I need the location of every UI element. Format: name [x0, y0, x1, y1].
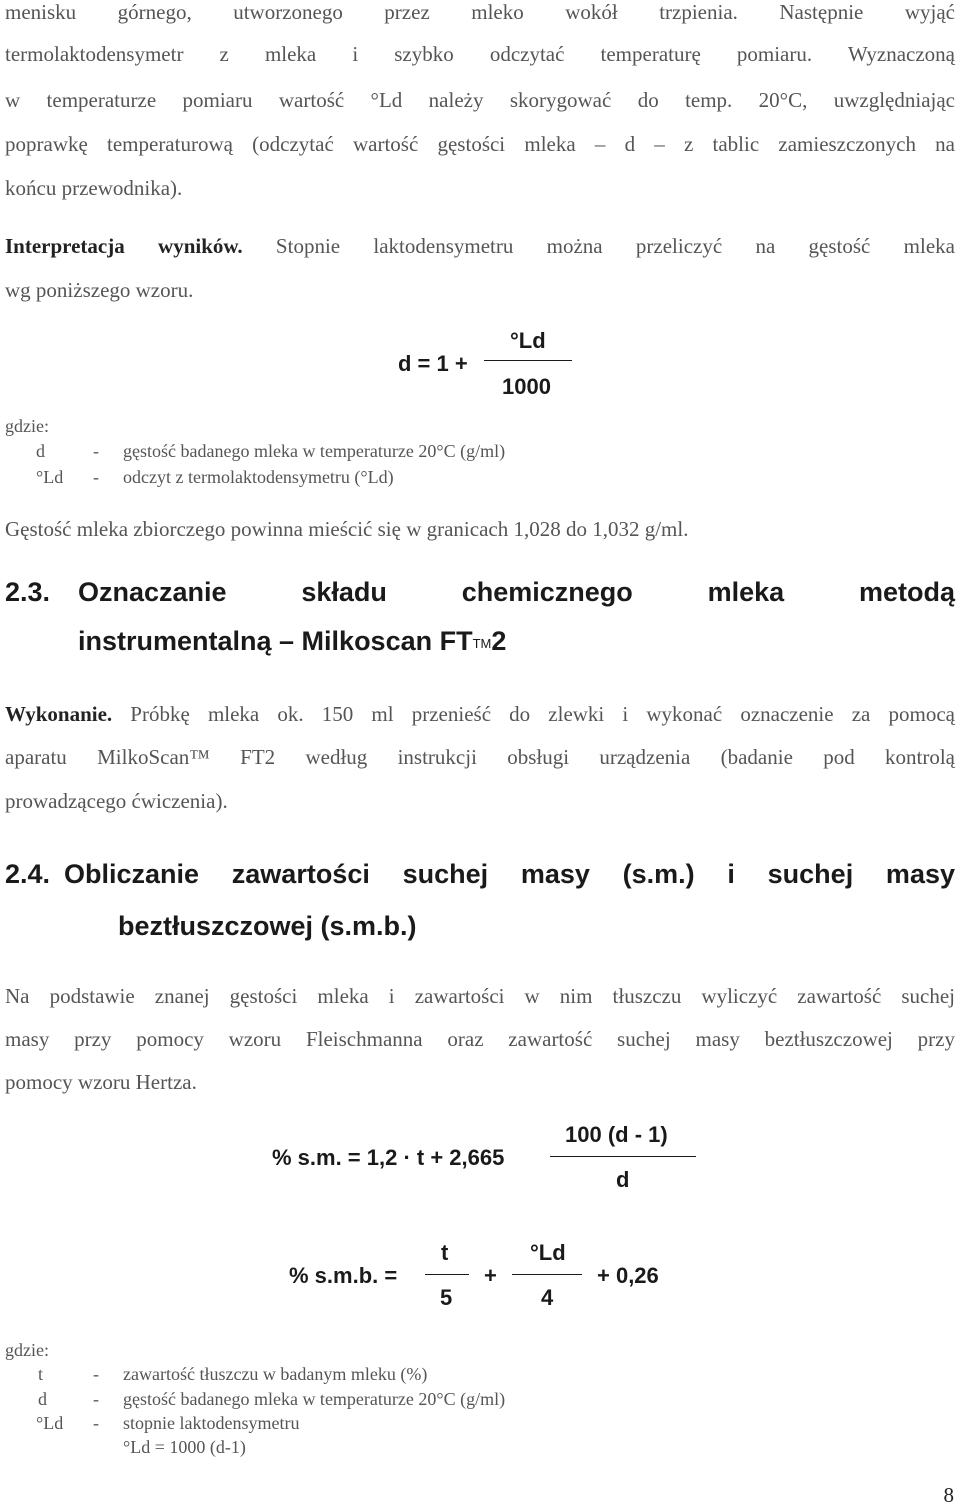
section-number: 2.4. [5, 859, 51, 889]
legend-symbol: d [36, 441, 45, 461]
legend-description: zawartość tłuszczu w badanym mleku (%) [123, 1364, 428, 1384]
section-title-line: Oznaczanie składu chemicznego mleka metodą [78, 577, 955, 607]
formula-plus: + [484, 1263, 497, 1288]
formula-lhs: % s.m. = 1,2 · t + 2,665 [272, 1145, 505, 1170]
legend-symbol: d [38, 1389, 47, 1409]
legend-description: odczyt z termolaktodensymetru (°Ld) [123, 467, 394, 487]
interpretation-label: Interpretacja wyników. [5, 234, 243, 258]
legend-dash: - [93, 1413, 99, 1433]
page-number: 8 [943, 1483, 954, 1507]
section-title-line: Obliczanie zawartości suchej masy (s.m.) i suchej masy [64, 859, 955, 889]
legend-title: gdzie: [5, 1340, 49, 1360]
wykonanie-text: Próbkę mleka ok. 150 ml przenieść do zlewki i wykonać oznaczenie za pomocą [112, 702, 955, 726]
formula-numerator: °Ld [510, 328, 546, 353]
legend-symbol: t [38, 1364, 44, 1384]
legend-symbol: °Ld [36, 467, 64, 487]
section-number: 2.3. [5, 577, 51, 607]
fraction-bar [425, 1274, 469, 1275]
legend-title: gdzie: [5, 416, 49, 436]
trademark-mark: TM [472, 636, 492, 651]
paragraph-line: Na podstawie znanej gęstości mleka i zawartości w nim tłuszczu wyliczyć zawartość suchej [5, 984, 955, 1008]
formula-denominator: 1000 [502, 374, 551, 399]
formula-tail: + 0,26 [597, 1263, 659, 1288]
section-title-line: beztłuszczowej (s.m.b.) [118, 911, 417, 941]
formula-lhs: % s.m.b. = [289, 1263, 398, 1288]
interpretation-line: wg poniższego wzoru. [5, 278, 194, 302]
wykonanie-line [5, 702, 955, 727]
intro-line: termolaktodensymetr z mleka i szybko odczytać temperaturę pomiaru. Wyznaczoną [5, 42, 955, 66]
formula-lhs: d = 1 + [398, 351, 468, 376]
legend-extra: °Ld = 1000 (d-1) [123, 1437, 246, 1457]
wykonanie-line: prowadzącego ćwiczenia). [5, 789, 228, 813]
fraction-bar [550, 1156, 696, 1157]
section-title-text: instrumentalną – Milkoscan FT [78, 626, 473, 656]
section-title-line [78, 626, 506, 657]
legend-dash: - [93, 467, 99, 487]
interpretation-line [5, 234, 955, 259]
intro-line: końcu przewodnika). [5, 176, 183, 200]
formula-numerator: t [441, 1240, 449, 1265]
legend-dash: - [93, 1389, 99, 1409]
wykonanie-label: Wykonanie. [5, 702, 113, 726]
formula-denominator: 4 [541, 1285, 554, 1310]
wykonanie-line: aparatu MilkoScan™ FT2 według instrukcji obsługi urządzenia (badanie pod kontrolą [5, 745, 955, 769]
formula-denominator: d [616, 1167, 630, 1192]
paragraph-line: pomocy wzoru Hertza. [5, 1070, 197, 1094]
interpretation-text: Stopnie laktodensymetru można przeliczyć na gęstość mleka [242, 234, 955, 258]
formula-numerator: 100 (d - 1) [565, 1122, 668, 1147]
section-title-suffix: 2 [491, 626, 507, 656]
formula-denominator: 5 [440, 1285, 453, 1310]
legend-description: gęstość badanego mleka w temperaturze 20°C (g/ml) [123, 1389, 506, 1409]
legend-description: stopnie laktodensymetru [123, 1413, 300, 1433]
intro-line: poprawkę temperaturową (odczytać wartość gęstości mleka – d – z tablic zamieszczonych na [5, 132, 955, 156]
density-note: Gęstość mleka zbiorczego powinna mieścić się w granicach 1,028 do 1,032 g/ml. [5, 517, 689, 541]
legend-dash: - [93, 1364, 99, 1384]
intro-line: menisku górnego, utworzonego przez mleko wokół trzpienia. Następnie wyjąć [5, 0, 955, 24]
legend-symbol: °Ld [36, 1413, 64, 1433]
fraction-bar [484, 360, 572, 361]
fraction-bar [512, 1274, 582, 1275]
intro-line: w temperaturze pomiaru wartość °Ld należy skorygować do temp. 20°C, uwzględniając [5, 88, 955, 112]
legend-description: gęstość badanego mleka w temperaturze 20°C (g/ml) [123, 441, 506, 461]
legend-dash: - [93, 441, 99, 461]
paragraph-line: masy przy pomocy wzoru Fleischmanna oraz zawartość suchej masy beztłuszczowej przy [5, 1027, 955, 1051]
formula-numerator: °Ld [530, 1240, 566, 1265]
